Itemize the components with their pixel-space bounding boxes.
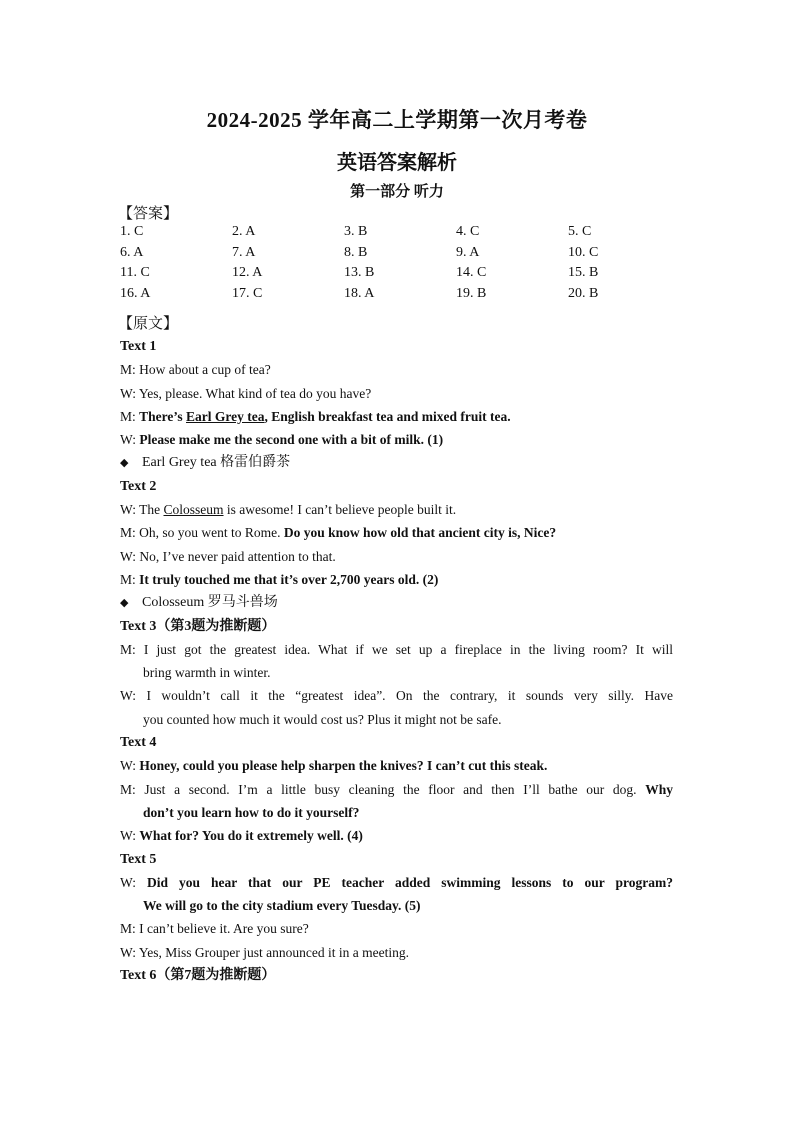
answer-cell: 12. A [232, 265, 263, 280]
dialogue-paragraph [120, 684, 673, 731]
speaker: W: The [120, 502, 164, 518]
transcript [120, 335, 673, 987]
dialogue-line: W: Yes, Miss Grouper just announced it in a meeting. [120, 944, 409, 960]
key-sentence: Honey, could you please help sharpen the knives? I can’t cut this steak. [139, 758, 548, 774]
dialogue-line-continued: don’t you learn how to do it yourself? [143, 804, 360, 820]
dialogue-text: M: Oh, so you went to Rome. [120, 525, 284, 541]
section-title: 第一部分 听力 [350, 184, 444, 200]
speaker: M: [120, 571, 140, 587]
dialogue-line [120, 568, 673, 591]
text-heading: Text 5 [120, 851, 157, 867]
key-sentence: Did you hear that our PE teacher added swimming lessons to our program? [147, 874, 673, 890]
dialogue-line-continued: bring warmth in winter. [143, 665, 271, 681]
dialogue-line-continued: you counted how much it would cost us? Plus it might not be safe. [143, 711, 502, 727]
vocab-note-text: Colosseum 罗马斗兽场 [142, 595, 278, 611]
dialogue-paragraph [120, 638, 673, 685]
dialogue-line: W: No, I’ve never paid attention to that. [120, 548, 336, 564]
document-title: 2024-2025 学年高二上学期第一次月考卷 [206, 108, 588, 132]
key-sentence: , English breakfast tea and mixed fruit tea. [264, 408, 511, 424]
key-sentence: Please make me the second one with a bit of milk. (1) [139, 432, 444, 448]
key-sentence: There’s [139, 408, 187, 424]
speaker: W: [120, 758, 140, 774]
answers-row [120, 265, 680, 286]
vocab-note [120, 451, 673, 474]
answer-cell: 13. B [344, 265, 375, 280]
answer-cell: 9. A [456, 244, 480, 260]
answer-cell: 2. A [232, 224, 256, 239]
answers-row [120, 245, 680, 266]
vocab-note-text: Earl Grey tea 格雷伯爵茶 [142, 455, 291, 471]
key-sentence: Why [645, 781, 673, 797]
dialogue-line: W: I wouldn’t call it the “greatest idea”. On the contrary, it sounds very silly. Have [120, 688, 673, 704]
key-sentence: Do you know how old that ancient city is, Nice? [283, 525, 557, 541]
dialogue-line: M: How about a cup of tea? [120, 362, 271, 378]
answer-cell: 1. C [120, 224, 144, 239]
key-sentence: What for? You do it extremely well. (4) [139, 828, 363, 844]
diamond-icon: ◆ [120, 456, 129, 470]
dialogue-line [120, 778, 673, 801]
speaker: W: [120, 432, 140, 448]
text-heading: Text 2 [120, 478, 157, 494]
answer-cell: 18. A [344, 285, 375, 301]
answer-cell: 8. B [344, 244, 368, 260]
answer-cell: 3. B [344, 224, 368, 239]
dialogue-line-continued: We will go to the city stadium every Tuesday. (5) [143, 898, 421, 914]
speaker: W: [120, 874, 147, 890]
diamond-icon: ◆ [120, 596, 129, 610]
text-heading: Text 4 [120, 735, 157, 751]
vocab-note [120, 591, 673, 614]
dialogue-paragraph [120, 778, 673, 825]
underlined-term: Earl Grey tea [186, 408, 265, 424]
dialogue-text: M: Just a second. I’m a little busy cleaning the floor and then I’ll bathe our dog. [120, 781, 646, 797]
answers-row [120, 286, 680, 307]
answer-cell: 19. B [456, 285, 487, 301]
key-sentence: It truly touched me that it’s over 2,700 years old. (2) [139, 571, 439, 587]
dialogue-line [120, 521, 673, 544]
dialogue-line [120, 405, 673, 428]
document-subtitle: 英语答案解析 [337, 152, 457, 174]
dialogue-text: is awesome! I can’t believe people built it. [223, 502, 457, 518]
answers-label: 【答案】 [118, 206, 179, 222]
answer-cell: 16. A [120, 285, 151, 301]
answers-row [120, 224, 680, 245]
answer-cell: 17. C [232, 285, 263, 301]
dialogue-line: W: Yes, please. What kind of tea do you have? [120, 385, 372, 401]
text-heading: Text 3（第3题为推断题） [120, 618, 276, 634]
underlined-term: Colosseum [163, 502, 224, 518]
text-heading: Text 6（第7题为推断题） [120, 968, 276, 984]
dialogue-paragraph [120, 871, 673, 918]
answer-cell: 6. A [120, 244, 144, 260]
original-label: 【原文】 [118, 316, 179, 332]
dialogue-line [120, 871, 673, 894]
dialogue-line [120, 824, 673, 847]
speaker: M: [120, 408, 140, 424]
dialogue-line [120, 754, 673, 777]
dialogue-line: M: I just got the greatest idea. What if we set up a fireplace in the living room? It will [120, 641, 673, 657]
answer-cell: 10. C [568, 244, 599, 260]
answer-cell: 4. C [456, 224, 480, 239]
answers-grid [120, 224, 680, 306]
answer-cell: 15. B [568, 265, 599, 280]
answer-cell: 14. C [456, 265, 487, 280]
answer-cell: 11. C [120, 265, 150, 280]
dialogue-line [120, 498, 673, 521]
text-heading: Text 1 [120, 339, 157, 354]
answer-cell: 5. C [568, 224, 592, 239]
answer-cell: 7. A [232, 244, 256, 260]
answer-cell: 20. B [568, 285, 599, 301]
dialogue-line [120, 428, 673, 451]
dialogue-line: M: I can’t believe it. Are you sure? [120, 921, 309, 937]
speaker: W: [120, 828, 140, 844]
